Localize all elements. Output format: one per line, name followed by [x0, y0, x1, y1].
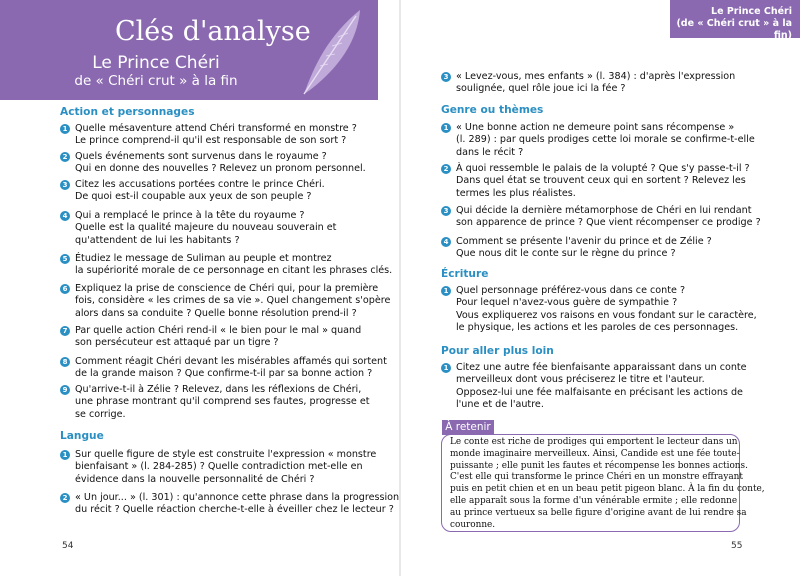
book-spine	[399, 0, 401, 576]
question-text-line: Quelle mésaventure attend Chéri transformé en monstre ?	[75, 123, 357, 134]
question-number-badge: 3	[441, 206, 451, 216]
question-text-line: Qu'arrive-t-il à Zélie ? Relevez, dans les réflexions de Chéri,	[75, 384, 362, 395]
question-text-line: fois, considère « les crimes de sa vie ». Quel changement s'opère	[75, 295, 391, 307]
section-heading: Action et personnages	[60, 106, 195, 118]
question-item	[441, 362, 747, 412]
question-number-badge: 6	[60, 284, 70, 294]
question-text-line: « Une bonne action ne demeure point sans récompense »	[456, 122, 735, 133]
question-item	[60, 492, 399, 517]
running-head-range: (de « Chéri crut » à la fin)	[676, 18, 792, 41]
question-text-line: Étudiez le message de Suliman au peuple et montrez	[75, 253, 332, 264]
question-item	[60, 151, 366, 176]
retenir-line: puissante ; elle punit les fautes et récompense les bonnes actions.	[450, 460, 748, 471]
question-text-line: Le prince comprend-il qu'il est responsable de son sort ?	[75, 135, 347, 147]
question-item	[60, 283, 390, 320]
page-title: Clés d'analyse	[115, 16, 311, 47]
page-number-right: 55	[731, 541, 743, 551]
question-text-line: Citez une autre fée bienfaisante apparaissant dans un conte	[456, 362, 747, 373]
retenir-text	[450, 437, 765, 531]
question-text-line: dans le récit ?	[456, 146, 524, 158]
question-text-line: Opposez-lui une fée malfaisante en précisant les actions de	[456, 386, 743, 398]
question-number-badge: 4	[60, 211, 70, 221]
question-number-badge: 2	[60, 152, 70, 162]
question-item	[60, 325, 361, 350]
feather-icon	[298, 6, 368, 98]
question-text-line: À quoi ressemble le palais de la volupté ? Que s'y passe-t-il ?	[456, 163, 750, 174]
question-item	[60, 356, 387, 381]
section-heading: Écriture	[441, 268, 489, 280]
retenir-line: C'est elle qui transforme le prince Chéri en un monstre effrayant	[450, 472, 743, 483]
question-number-badge: 5	[60, 254, 70, 264]
question-text-line: se corrige.	[75, 408, 126, 420]
page-number-left: 54	[62, 541, 74, 551]
question-text-line: « Levez-vous, mes enfants » (l. 384) : d'après l'expression	[456, 71, 736, 82]
question-item	[441, 236, 712, 261]
question-text-line: du récit ? Quelle réaction cherche-t-elle à éveiller chez le lecteur ?	[75, 504, 394, 516]
section-heading: Pour aller plus loin	[441, 345, 554, 357]
question-number-badge: 1	[441, 286, 451, 296]
retenir-line: monde imaginaire merveilleux. Ainsi, Candide est une fée toute-	[450, 448, 740, 459]
question-text-line: Qui a remplacé le prince à la tête du royaume ?	[75, 210, 305, 221]
question-item	[441, 71, 735, 96]
question-item	[60, 179, 325, 204]
question-item	[441, 122, 755, 159]
question-text-line: Qui décide la dernière métamorphose de Chéri en lui rendant	[456, 205, 752, 216]
question-item	[60, 123, 357, 148]
question-item	[60, 449, 376, 486]
question-text-line: Vous expliquerez vos raisons en vous fondant sur le caractère,	[456, 309, 757, 321]
question-item	[441, 285, 757, 335]
question-number-badge: 3	[441, 72, 451, 82]
question-text-line: « Un jour... » (l. 301) : qu'annonce cette phrase dans la progression	[75, 492, 400, 503]
question-text-line: Quelle est la qualité majeure du nouveau souverain et	[75, 222, 337, 234]
question-number-badge: 1	[441, 123, 451, 133]
retenir-line: Le conte est riche de prodiges qui emportent le lecteur dans un	[450, 437, 738, 447]
question-text-line: Quel personnage préférez-vous dans ce conte ?	[456, 285, 686, 296]
question-text-line: termes les plus réalistes.	[456, 187, 576, 199]
question-number-badge: 1	[60, 124, 70, 134]
question-text-line: Citez les accusations portées contre le prince Chéri.	[75, 179, 325, 190]
question-number-badge: 9	[60, 385, 70, 395]
question-text-line: soulignée, quel rôle joue ici la fée ?	[456, 83, 626, 95]
title-banner	[0, 0, 378, 100]
retenir-line: au prince vertueux sa belle figure d'origine avant de lui rendre sa	[450, 507, 747, 518]
question-number-badge: 8	[60, 357, 70, 367]
question-text-line: Par quelle action Chéri rend-il « le bien pour le mal » quand	[75, 325, 362, 336]
question-text-line: une phrase montrant qu'il comprend ses fautes, progresse et	[75, 396, 370, 408]
question-text-line: Expliquez la prise de conscience de Chéri qui, pour la première	[75, 283, 379, 294]
story-title: Le Prince Chéri	[92, 53, 220, 73]
question-text-line: Pour lequel n'avez-vous guère de sympathie ?	[456, 297, 678, 309]
question-text-line: Sur quelle figure de style est construite l'expression « monstre	[75, 449, 377, 460]
question-item	[60, 253, 392, 278]
question-text-line: de la grande maison ? Que confirme-t-il par sa bonne action ?	[75, 368, 373, 380]
question-item	[60, 210, 336, 247]
question-text-line: son apparence de prince ? Que vient récompenser ce prodige ?	[456, 217, 761, 229]
question-text-line: la supériorité morale de ce personnage en citant les phrases clés.	[75, 265, 393, 277]
question-text-line: bienfaisant » (l. 284-285) ? Quelle contradiction met-elle en	[75, 461, 363, 473]
running-head-title: Le Prince Chéri	[711, 6, 792, 17]
question-text-line: Dans quel état se trouvent ceux qui en sortent ? Relevez les	[456, 175, 746, 187]
question-text-line: Comment réagit Chéri devant les misérables affamés qui sortent	[75, 356, 387, 367]
question-text-line: son persécuteur est attaqué par un tigre ?	[75, 337, 279, 349]
retenir-line: puis en petit chien et en un beau petit pigeon blanc. À la fin du conte,	[450, 484, 765, 495]
story-range: de « Chéri crut » à la fin	[74, 73, 238, 89]
question-number-badge: 2	[441, 164, 451, 174]
question-item	[60, 384, 370, 421]
question-number-badge: 3	[60, 180, 70, 190]
question-number-badge: 1	[441, 363, 451, 373]
question-number-badge: 4	[441, 237, 451, 247]
question-text-line: De quoi est-il coupable aux yeux de son peuple ?	[75, 191, 312, 203]
question-item	[441, 205, 761, 230]
question-text-line: Quels événements sont survenus dans le royaume ?	[75, 151, 327, 162]
retenir-label: À retenir	[442, 420, 494, 435]
question-number-badge: 2	[60, 493, 70, 503]
question-item	[441, 163, 750, 200]
question-text-line: (l. 289) : par quels prodiges cette loi morale se confirme-t-elle	[456, 134, 755, 146]
question-number-badge: 1	[60, 450, 70, 460]
question-text-line: le physique, les actions et les paroles de ces personnages.	[456, 322, 739, 334]
retenir-line: couronne.	[450, 519, 496, 530]
question-text-line: Que nous dit le conte sur le règne du prince ?	[456, 248, 676, 260]
question-text-line: évidence dans la nouvelle personnalité de Chéri ?	[75, 473, 315, 485]
question-text-line: l'une et de l'autre.	[456, 399, 544, 411]
question-text-line: alors dans sa conduite ? Quelle bonne résolution prend-il ?	[75, 307, 357, 319]
section-heading: Genre ou thèmes	[441, 104, 544, 116]
question-number-badge: 7	[60, 326, 70, 336]
section-heading: Langue	[60, 430, 104, 442]
question-text-line: qu'attendent de lui les habitants ?	[75, 234, 240, 246]
retenir-line: elle apparaît sous la forme d'un vénérable ermite ; elle redonne	[450, 495, 738, 506]
question-text-line: Comment se présente l'avenir du prince et de Zélie ?	[456, 236, 712, 247]
running-head	[670, 0, 800, 41]
question-text-line: Qui en donne des nouvelles ? Relevez un pronom personnel.	[75, 163, 366, 175]
question-text-line: merveilleux dont vous préciserez le titre et l'auteur.	[456, 374, 705, 386]
